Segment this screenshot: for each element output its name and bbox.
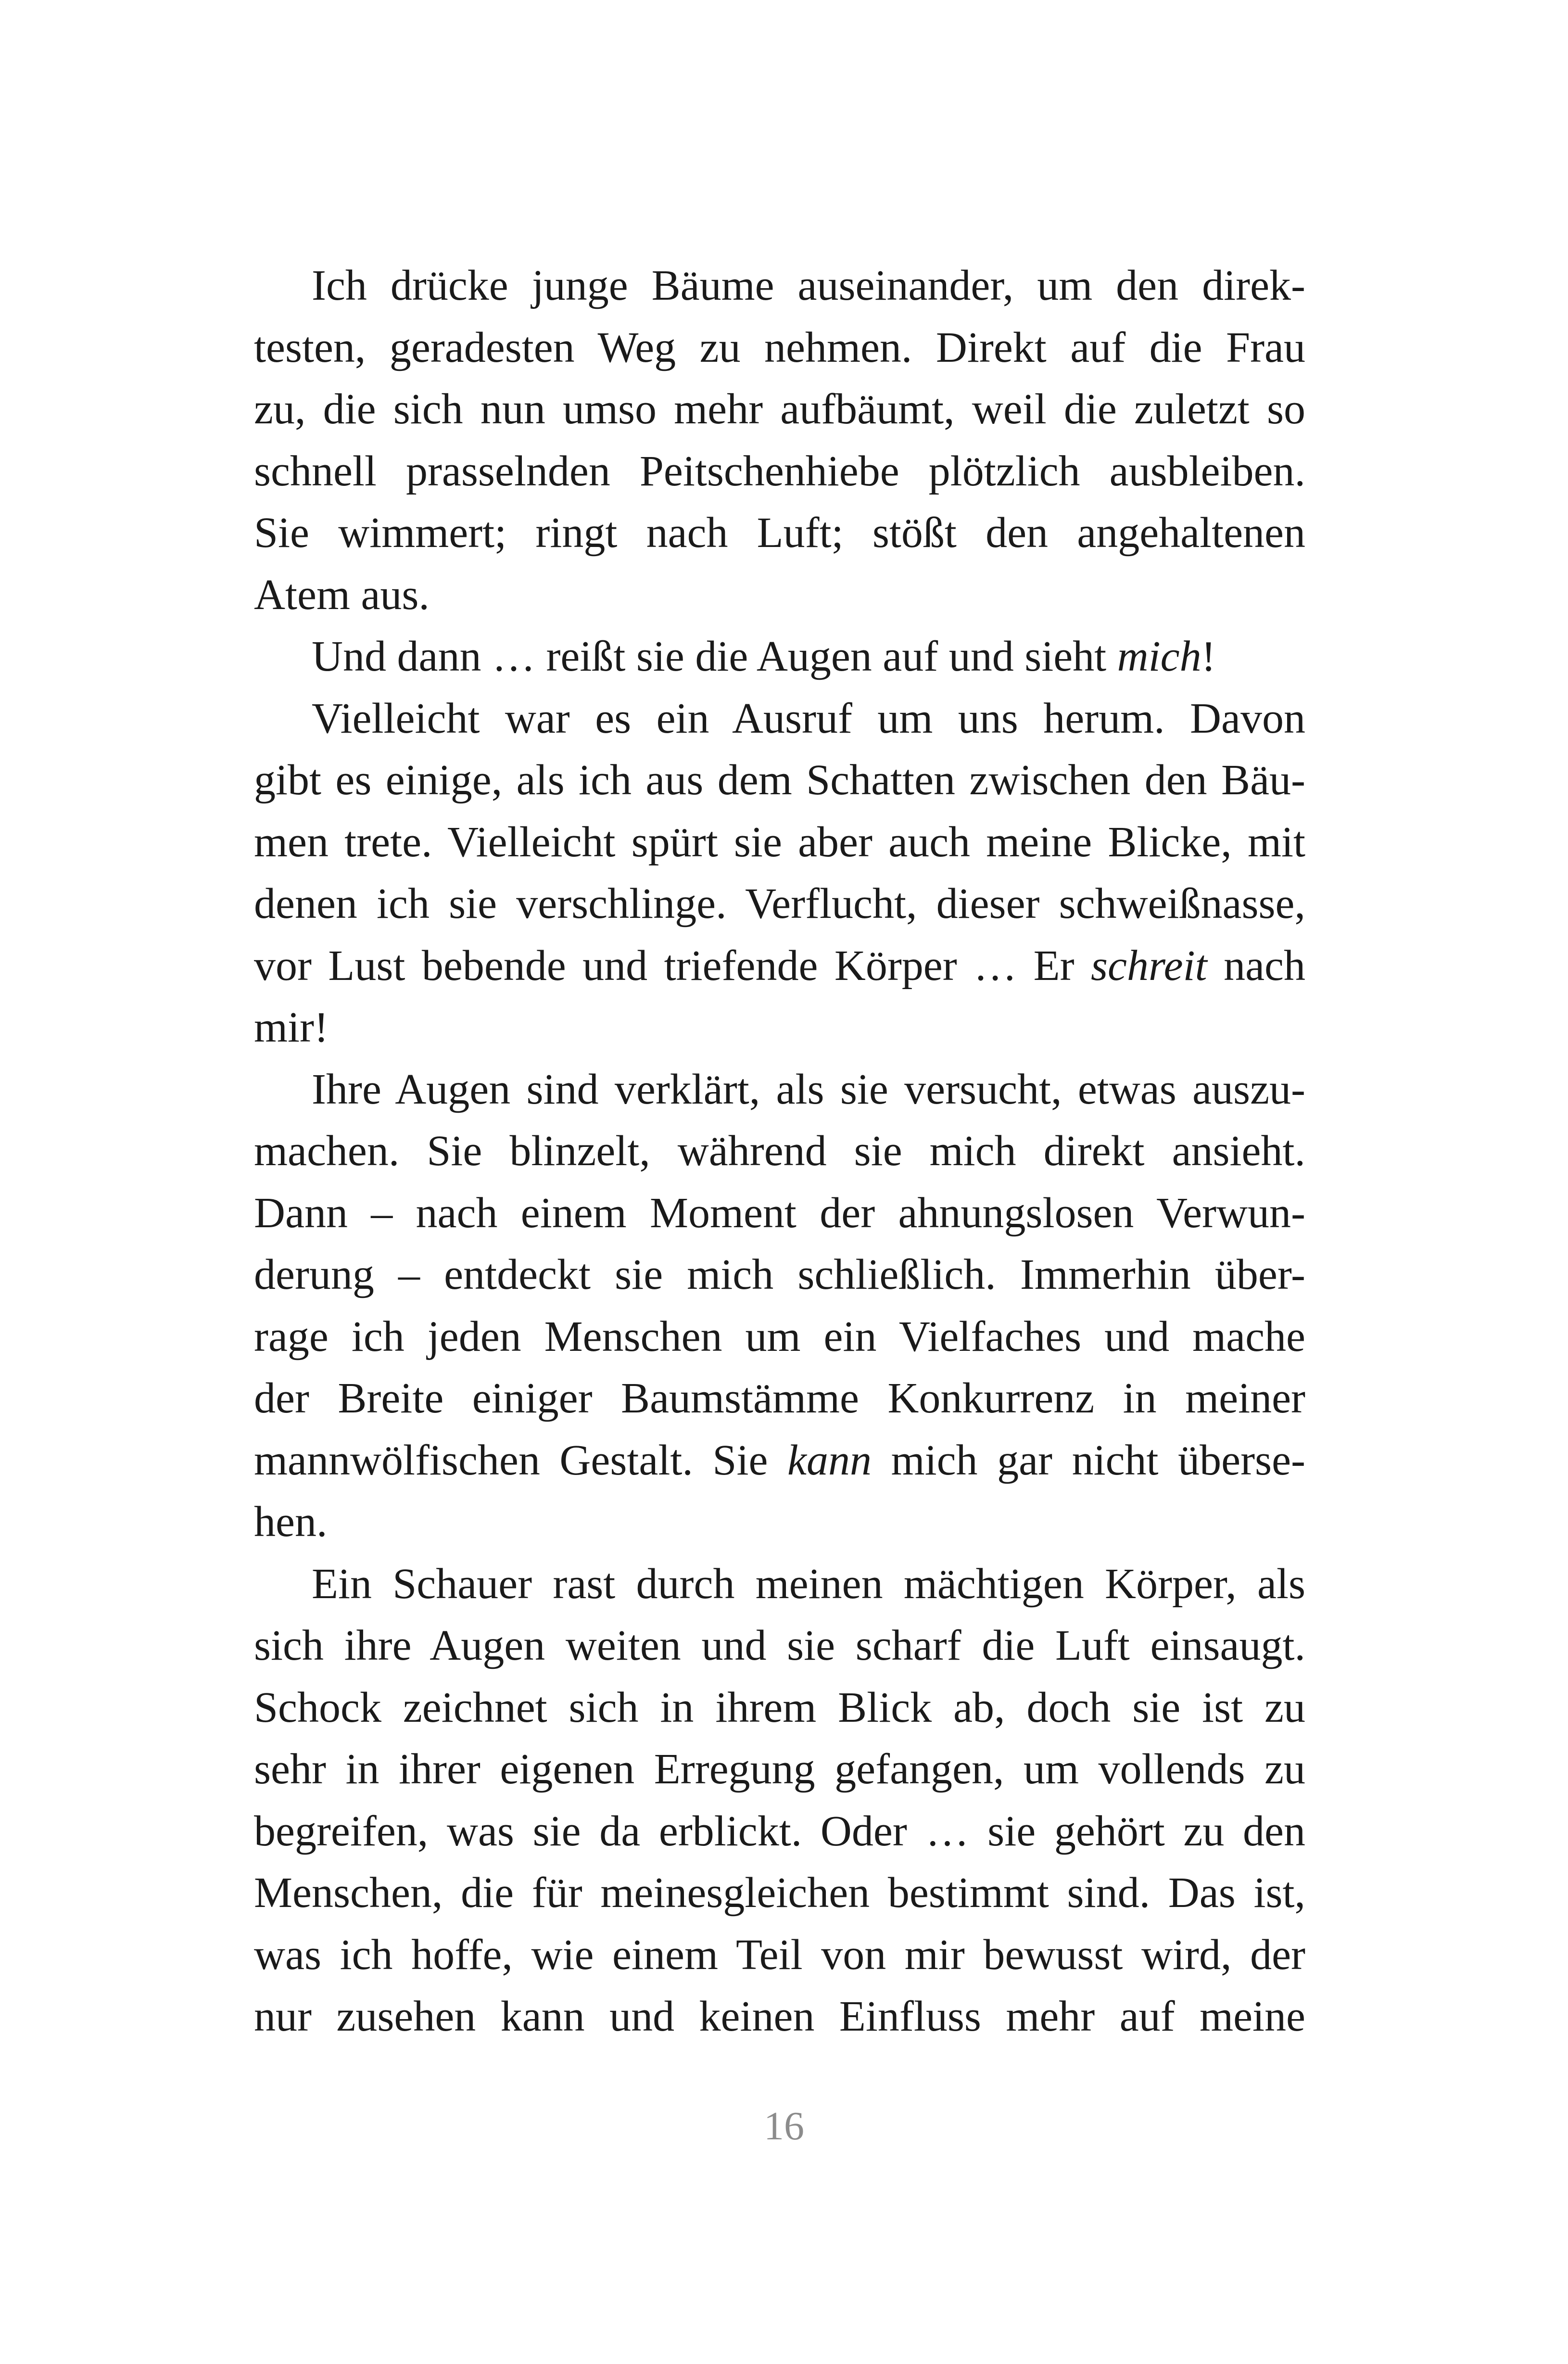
text-line [254,1739,1305,1801]
text-run: nur zusehen kann und keinen Einfluss mehr auf meine [254,1993,1305,2040]
text-line [254,1862,1305,1924]
text-run: der Breite einiger Baumstämme Konkurrenz in meiner [254,1374,1305,1422]
text-line [254,1368,1305,1430]
page-number: 16 [764,2104,804,2148]
text-run: Menschen, die für meinesgleichen bestimmt sind. Das ist, [254,1869,1305,1917]
text-line [254,1244,1305,1306]
text-line [254,317,1305,379]
text-line [254,1491,1305,1553]
text-line [254,1986,1305,2048]
paragraph [254,1553,1305,2048]
text-run: sehr in ihrer eigenen Erregung gefangen, um vollends zu [254,1745,1305,1793]
text-run: zu, die sich nun umso mehr aufbäumt, weil die zuletzt so [254,385,1305,433]
text-run: hen. [254,1498,328,1546]
text-run: Und dann … reißt sie die Augen auf und sieht [312,633,1117,680]
paragraph [254,255,1305,626]
text-run: men trete. Vielleicht spürt sie aber auch meine Blicke, mit [254,818,1305,866]
text-line [254,1059,1305,1121]
text-run: mannwölfischen Gestalt. Sie [254,1436,788,1484]
text-line [254,688,1305,750]
text-run: vor Lust bebende und triefende Körper … Er [254,941,1091,990]
paragraph [254,688,1305,1059]
text-run: gibt es einige, als ich aus dem Schatten zwischen den Bäu- [254,756,1305,804]
text-line [254,750,1305,812]
text-line [254,626,1305,688]
text-line [254,812,1305,874]
text-run: sich ihre Augen weiten und sie scharf die Luft einsaugt. [254,1622,1305,1669]
text-run: was ich hoffe, wie einem Teil von mir bewusst wird, der [254,1931,1305,1979]
text-run: Ich drücke junge Bäume auseinander, um den direk- [312,262,1305,309]
text-run: testen, geradesten Weg zu nehmen. Direkt auf die Frau [254,323,1305,371]
text-line [254,1306,1305,1368]
text-run: Schock zeichnet sich in ihrem Blick ab, doch sie ist zu [254,1683,1305,1731]
text-line [254,564,1305,626]
text-line [254,997,1305,1059]
text-line [254,1120,1305,1182]
emphasis-text: kann [787,1436,872,1484]
text-run: Ein Schauer rast durch meinen mächtigen Körper, als [312,1560,1305,1608]
text-line [254,1615,1305,1677]
text-run: machen. Sie blinzelt, während sie mich direkt ansieht. [254,1127,1305,1175]
text-line [254,935,1305,997]
text-run: ! [1201,633,1216,680]
emphasis-text: mich [1117,633,1201,680]
text-run: Ihre Augen sind verklärt, als sie versucht, etwas auszu- [312,1065,1305,1113]
text-run: Sie wimmert; ringt nach Luft; stößt den angehaltenen [254,509,1305,557]
text-line [254,441,1305,503]
paragraph [254,626,1305,688]
text-line [254,379,1305,441]
text-run: Vielleicht war es ein Ausruf um uns herum. Davon [312,694,1305,742]
body-text [254,255,1305,2048]
text-run: begreifen, was sie da erblickt. Oder … sie gehört zu den [254,1807,1305,1855]
text-run: Atem aus. [254,571,430,619]
text-line [254,873,1305,935]
text-line [254,1430,1305,1492]
text-line [254,502,1305,564]
emphasis-text: schreit [1091,941,1207,990]
text-line [254,1924,1305,1986]
text-run: mir! [254,1004,329,1051]
text-run: rage ich jeden Menschen um ein Vielfaches und mache [254,1312,1305,1360]
text-run: denen ich sie verschlinge. Verflucht, dieser schweißnasse, [254,880,1305,928]
text-line [254,1801,1305,1863]
text-line [254,1182,1305,1245]
text-line [254,1553,1305,1615]
text-run: derung – entdeckt sie mich schließlich. Immerhin über- [254,1251,1305,1298]
text-run: schnell prasselnden Peitschenhiebe plötzlich ausbleiben. [254,447,1305,495]
paragraph [254,1059,1305,1553]
text-run: nach [1207,941,1305,990]
text-run: mich gar nicht überse- [871,1436,1306,1484]
text-line [254,255,1305,317]
text-line [254,1677,1305,1739]
text-run: Dann – nach einem Moment der ahnungslosen Verwun- [254,1189,1305,1237]
